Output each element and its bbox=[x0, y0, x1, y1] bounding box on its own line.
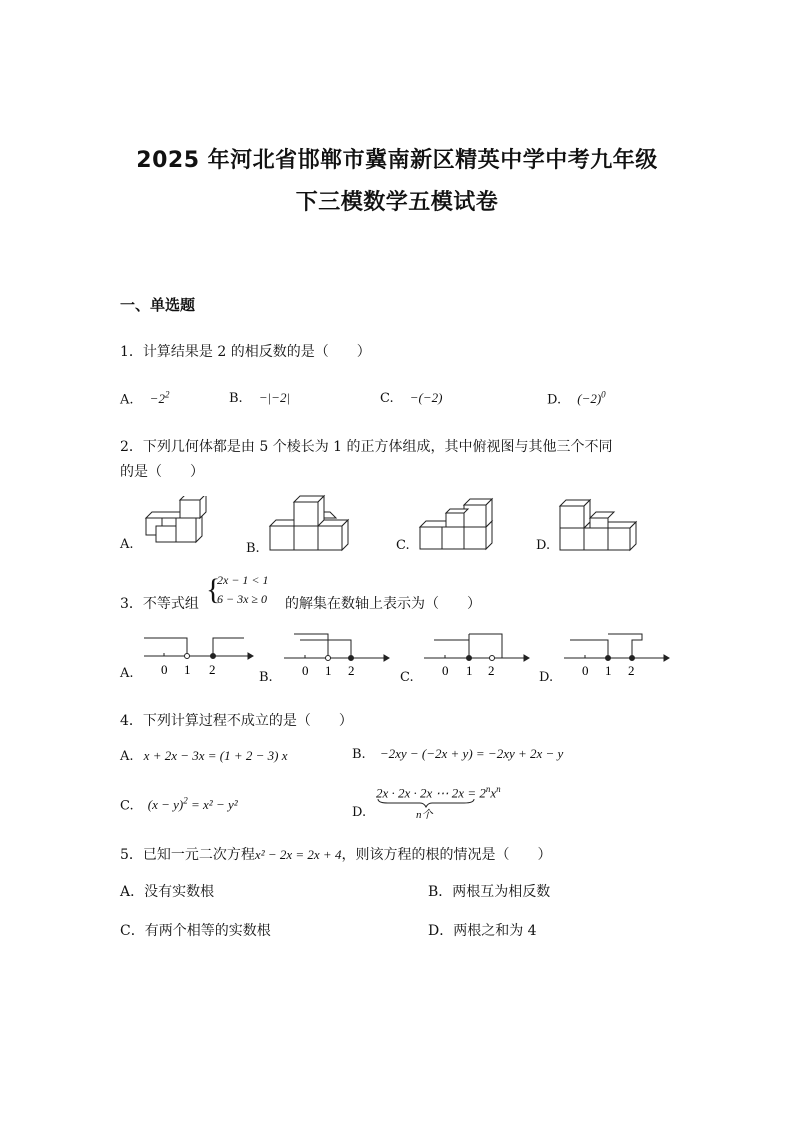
tick-1: 1 bbox=[605, 663, 612, 678]
underbrace-label: n个 bbox=[416, 809, 433, 821]
expr-sup: 2 bbox=[183, 796, 188, 806]
q4-option-b bbox=[352, 746, 563, 762]
q4-option-a bbox=[120, 748, 288, 764]
question-4-text: 4．下列计算过程不成立的是（ ） bbox=[120, 713, 353, 729]
tick-2: 2 bbox=[488, 663, 495, 678]
tick-2: 2 bbox=[209, 662, 216, 677]
option-expr bbox=[148, 797, 238, 812]
q3-numberline-a bbox=[140, 630, 255, 678]
expr-rhs: = 2 bbox=[467, 785, 486, 801]
question-2-text-line2: 的是（ ） bbox=[120, 464, 204, 480]
option-expr bbox=[150, 391, 170, 406]
q2-option-d-label: D. bbox=[536, 538, 551, 553]
tick-2: 2 bbox=[348, 663, 355, 678]
expr-sup: 0 bbox=[601, 390, 606, 400]
question-3-suffix: 的解集在数轴上表示为（ ） bbox=[285, 596, 481, 612]
q5-suffix-text: ，则该方程的根的情况是（ ） bbox=[341, 847, 552, 863]
question-2-text-line1: 2．下列几何体都是由 5 个棱长为 1 的正方体组成，其中俯视图与其他三个不同 bbox=[120, 439, 613, 455]
tick-0: 0 bbox=[442, 663, 449, 678]
q3-numberline-c bbox=[420, 630, 535, 678]
q3-option-c-label: C. bbox=[400, 670, 414, 685]
q5-option-c: C．有两个相等的实数根 bbox=[120, 923, 271, 939]
option-letter: A. bbox=[120, 392, 134, 408]
option-letter: B. bbox=[229, 391, 243, 406]
q2-option-a-label: A. bbox=[120, 537, 134, 552]
q2-figure-a bbox=[140, 496, 215, 551]
option-expr: −|−2| bbox=[258, 390, 291, 405]
question-5-prefix bbox=[120, 844, 551, 864]
tick-0: 0 bbox=[582, 663, 589, 678]
section-heading: 一、单选题 bbox=[120, 296, 196, 314]
question-1-text: 1．计算结果是 2 的相反数的是（ ） bbox=[120, 344, 371, 360]
q3-option-a-label: A. bbox=[120, 666, 134, 681]
q2-figure-d bbox=[556, 496, 638, 554]
expr-sup: 2 bbox=[164, 390, 170, 400]
expr-base: (−2) bbox=[577, 391, 602, 407]
q1-option-b bbox=[229, 390, 290, 406]
option-expr bbox=[577, 391, 605, 406]
q1-option-d bbox=[547, 390, 606, 407]
q2-option-c-label: C. bbox=[396, 538, 410, 553]
expr-base: −2 bbox=[149, 391, 165, 407]
q4-option-c bbox=[120, 796, 238, 813]
expr-rest: = x² − y² bbox=[191, 797, 238, 813]
expr-base: 2x · 2x · 2x ⋯ 2x bbox=[376, 785, 465, 801]
tick-1: 1 bbox=[184, 662, 191, 677]
q5-option-b: B．两根互为相反数 bbox=[428, 884, 551, 900]
question-3-prefix: 3．不等式组 bbox=[120, 596, 199, 612]
option-expr: x + 2x − 3x = (1 + 2 − 3) x bbox=[143, 748, 288, 763]
q5-option-a: A．没有实数根 bbox=[120, 884, 215, 900]
inequality-1: 2x − 1 < 1 bbox=[217, 573, 269, 587]
option-expr: −(−2) bbox=[409, 390, 443, 405]
q4-option-d-letter: D. bbox=[352, 805, 367, 820]
tick-1: 1 bbox=[325, 663, 332, 678]
expr-sup: n bbox=[496, 784, 501, 794]
q5-option-d: D．两根之和为 4 bbox=[428, 923, 537, 939]
option-letter: D. bbox=[547, 392, 562, 408]
option-letter: B. bbox=[352, 747, 366, 762]
system-brace: { bbox=[206, 573, 221, 606]
inequality-2: 6 − 3x ≥ 0 bbox=[217, 592, 268, 606]
q3-option-b-label: B. bbox=[259, 670, 273, 685]
q2-figure-c bbox=[416, 497, 496, 552]
expr-rhs-var: x bbox=[490, 785, 497, 801]
q3-numberline-b bbox=[280, 630, 395, 678]
expr-sup: n bbox=[485, 784, 491, 794]
q2-option-b-label: B. bbox=[246, 541, 260, 556]
doc-title-line2: 下三模数学五模试卷 bbox=[295, 190, 499, 215]
option-letter: C. bbox=[120, 798, 134, 814]
expr-base: (x − y) bbox=[147, 797, 184, 813]
tick-1: 1 bbox=[466, 663, 473, 678]
option-letter: C. bbox=[380, 391, 394, 406]
q3-option-d-label: D. bbox=[539, 670, 554, 685]
q1-option-a bbox=[120, 390, 169, 407]
tick-0: 0 bbox=[302, 663, 309, 678]
doc-title-line1: 2025 年河北省邯郸市冀南新区精英中学中考九年级 bbox=[136, 148, 658, 173]
tick-0: 0 bbox=[161, 662, 168, 677]
option-expr: −2xy − (−2x + y) = −2xy + 2x − y bbox=[379, 746, 564, 761]
q3-numberline-d bbox=[560, 630, 675, 678]
tick-2: 2 bbox=[628, 663, 635, 678]
q1-option-c bbox=[380, 390, 442, 406]
q5-prefix-text: 5．已知一元二次方程 bbox=[120, 847, 255, 863]
q5-equation: x² − 2x = 2x + 4 bbox=[254, 847, 342, 862]
q2-figure-b bbox=[266, 494, 352, 554]
option-letter: A. bbox=[120, 749, 134, 764]
